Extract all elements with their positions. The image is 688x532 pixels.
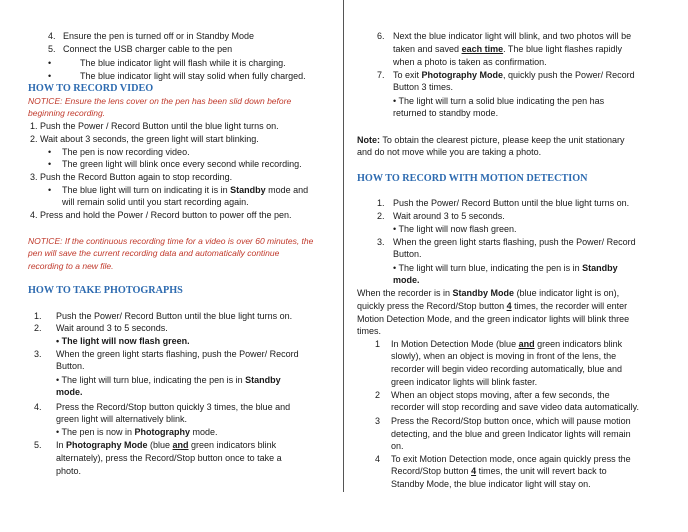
- list-item: • The blue indicator light will flash while it is charging.: [48, 58, 286, 68]
- list-item-continuation: Record/Stop button 4 times, the unit will revert back to: [391, 466, 607, 476]
- step-text: 1. Push the Power / Record Button until the blue light turns on.: [30, 121, 279, 131]
- list-item-continuation: slowly), when an object is moving in front of the lens, the: [391, 351, 617, 361]
- list-item: • The green light will blink once every second while recording.: [48, 159, 302, 169]
- note-text: and do not move while you are taking a photo.: [357, 147, 542, 157]
- section-heading: HOW TO RECORD VIDEO: [28, 83, 154, 94]
- list-item-continuation: green indicator lights will blink faster.: [391, 377, 538, 387]
- list-item-continuation: recorder will stop recording and save video data automatically.: [391, 402, 639, 412]
- list-item-continuation: Button.: [56, 361, 85, 371]
- step-text: 3. Push the Record Button again to stop recording.: [30, 172, 233, 182]
- list-sub-item: • The light will turn blue, indicating the pen is in Standby: [56, 375, 281, 385]
- list-item-continuation: will remain solid until you start recording again.: [62, 197, 249, 207]
- list-item: 5. Connect the USB charger cable to the pen: [48, 44, 233, 54]
- list-item-continuation: detecting, and the blue and green Indicator lights will remain: [391, 429, 631, 439]
- list-sub-item: • The pen is now in Photography mode.: [56, 427, 218, 437]
- list-sub-item: • The light will now flash green.: [56, 336, 190, 346]
- list-item-continuation: taken and saved each time. The blue light flashes rapidly: [393, 44, 622, 54]
- section-heading: HOW TO TAKE PHOTOGRAPHS: [28, 285, 183, 296]
- paragraph-line: Motion Detection Mode, and the green indicator lights will blink three: [357, 314, 630, 324]
- list-item-continuation: photo.: [56, 466, 82, 476]
- list-sub-item: • The light will turn blue, indicating the pen is in Standby: [393, 263, 618, 273]
- notice-text: NOTICE: If the continuous recording time for a video is over 60 minutes, the: [28, 236, 314, 246]
- paragraph-line: When the recorder is in Standby Mode (blue indicator light is on),: [357, 288, 620, 298]
- list-item-continuation: Button 3 times.: [393, 82, 454, 92]
- list-item-continuation: when a photo is taken as confirmation.: [393, 57, 547, 67]
- paragraph-line: quickly press the Record/Stop button 4 times, the recorder will enter: [357, 301, 628, 311]
- column-divider: [343, 0, 344, 492]
- list-sub-item: • The light will now flash green.: [393, 224, 517, 234]
- list-item-continuation: green light will alternatively blink.: [56, 414, 188, 424]
- list-item: 4. Ensure the pen is turned off or in Standby Mode: [48, 31, 254, 41]
- note-text: Note: To obtain the clearest picture, please keep the unit stationary: [357, 135, 625, 145]
- notice-text: pen will save the current recording data and automatically continue: [28, 248, 280, 258]
- paragraph-line: times.: [357, 326, 382, 336]
- step-text: 4. Press and hold the Power / Record button to power off the pen.: [30, 210, 292, 220]
- list-item-continuation: Button.: [393, 249, 422, 259]
- manual-page: 4. Ensure the pen is turned off or in Standby Mode 5. Connect the USB charger cable to the pen • The blue indicator light will flash while it is charging. • The blue indicator light will stay solid when fully charged. HOW TO RECORD VIDEO NOTICE: Ensure the lens cover on the pen has been slid down before beginning recording. 1. Push the Power / Record Button until the blue light turns on. 2. Wait about 3 seconds, the green light will start blinking. • The pen is now recording video. • The green light will blink once every second while recording. 3. Push the Record Button again to stop recording. • The blue light will turn on indicating it is in Standby mode and will remain solid until you start recording again. 4. Press and hold the Power / Record button to power off the pen. NOTICE: If the continuous recording time for a video is over 60 minutes, the pen will save the current recording data and automatically continue recording to a new file. HOW TO TAKE PHOTOGRAPHS 1. Push the Power/ Record Button until the blue light turns on. 2. Wait around 3 to 5 seconds. • The light will now flash green. 3. When the green light starts flashing, push the Power/ Record Button. • The light will turn blue, indicating the pen is in Standby mode. 4. Press the Record/Stop button quickly 3 times, the blue and green light will alternatively blink. • The pen is now in Photography mode. 5. In Photography Mode (blue and green indicators blink alternately), press the Record/Stop button once to take a photo. 6. Next the blue indicator light will blink, and two photos will be taken and saved each time. The blue light flashes rapidly when a photo is taken as confirmation. 7. To exit Photography Mode, quickly push the Power/ Record Button 3 times. • The light will turn a solid blue indicating the pen has returned to standby mode. Note: To obtain the clearest picture, please keep the unit stationary and do not move while you are taking a photo. HOW TO RECORD WITH MOTION DETECTION 1. Push the Power/ Record Button until the blue light turns on. 2. Wait around 3 to 5 seconds. • The light will now flash green. 3. When the green light starts flashing, push the Power/ Record Button. • The light will turn blue, indicating the pen is in Standby mode. When the recorder is in Standby Mode (blue indicator light is on), quickly press the Record/Stop button 4 times, the recorder will enter Motion Detection Mode, and the green indicator lights will blink three times. 1 In Motion Detection Mode (blue and green indicators blink slowly), when an object is moving in front of the lens, the recorder will begin video recording automatically, blue and green indicator lights will blink faster. 2 When an object stops moving, after a few seconds, the recorder will stop recording and save video data automatically. 3 Press the Record/Stop button once, which will pause motion detecting, and the blue and green Indicator lights will remain on. 4 To exit Motion Detection mode, once again quickly press the Record/Stop button 4 times, the unit will revert back to Standby Mode, the blue indicator light will stay on.: [0, 0, 688, 532]
- section-heading: HOW TO RECORD WITH MOTION DETECTION: [357, 173, 588, 184]
- list-sub-item: mode.: [393, 275, 420, 285]
- list-item-continuation: recorder will begin video recording automatically, blue and: [391, 364, 622, 374]
- notice-text: recording to a new file.: [28, 261, 114, 271]
- list-item: • The pen is now recording video.: [48, 147, 190, 157]
- list-sub-item: • The light will turn a solid blue indicating the pen has: [393, 96, 605, 106]
- list-item: • The blue light will turn on indicating it is in Standby mode and: [48, 185, 309, 195]
- list-item-continuation: alternately), press the Record/Stop button once to take a: [56, 453, 282, 463]
- notice-text: NOTICE: Ensure the lens cover on the pen has been slid down before: [28, 96, 292, 106]
- list-sub-item: mode.: [56, 387, 83, 397]
- list-item-continuation: Standby Mode, the blue indicator light will stay on.: [391, 479, 591, 489]
- list-item-continuation: on.: [391, 441, 404, 451]
- step-text: 2. Wait about 3 seconds, the green light will start blinking.: [30, 134, 259, 144]
- notice-text: beginning recording.: [28, 108, 106, 118]
- list-item: • The blue indicator light will stay solid when fully charged.: [48, 71, 306, 81]
- list-sub-item: returned to standby mode.: [393, 108, 499, 118]
